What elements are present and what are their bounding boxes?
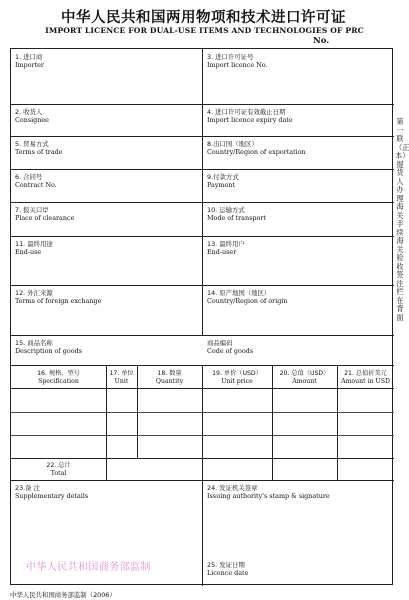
supplementary-details-field: 23.备 注 Supplementary details xyxy=(15,484,89,500)
row-divider xyxy=(11,136,394,137)
specification-header: 16. 规格、型号 Specification xyxy=(37,370,80,385)
center-divider-upper xyxy=(202,49,203,335)
total-label: 22. 总计 Total xyxy=(46,462,71,477)
copy-side-note: 第一联（正本）提货人办理海关手续 海关验收签注栏在背面 xyxy=(395,117,409,322)
licence-date-field: 25. 发证日期 Licence date xyxy=(207,561,249,577)
center-divider-lower xyxy=(202,480,203,586)
title-chinese: 中华人民共和国两用物项和技术进口许可证 xyxy=(61,10,346,26)
origin-country-field: 14. 原产地国（地区） Country/Region of origin xyxy=(207,289,288,305)
transport-mode-field: 10. 运输方式 Mode of transport xyxy=(207,206,266,222)
quantity-header: 18. 数量 Quantity xyxy=(155,370,184,385)
trade-terms-field: 5. 贸易方式 Terms of trade xyxy=(15,140,63,156)
title-english: IMPORT LICENCE FOR DUAL-USE ITEMS AND TECHNOLOGIES OF PRC xyxy=(45,26,364,35)
goods-code-field: 商品编码 Code of goods xyxy=(207,339,254,355)
watermark-text: 中华人民共和国商务部监制 xyxy=(26,562,151,573)
row-divider xyxy=(11,169,394,170)
export-country-field: 8.出口国（地区） Country/Region of exportation xyxy=(207,140,306,156)
licence-form xyxy=(10,48,393,585)
unit-header: 17. 单位 Unit xyxy=(109,370,134,385)
row-divider xyxy=(11,285,394,286)
amount-usd-header: 21. 总值折美元 Amount in USD xyxy=(341,370,390,385)
payment-field: 9.付款方式 Payment xyxy=(207,173,239,189)
licence-number-label: No. xyxy=(313,36,330,46)
clearance-place-field: 7. 报关口岸 Place of clearance xyxy=(15,206,75,222)
row-divider xyxy=(11,104,394,105)
goods-description-field: 15. 商品名称 Description of goods xyxy=(15,339,82,355)
row-divider xyxy=(11,202,394,203)
end-user-field: 13. 最终用户 End-user xyxy=(207,240,245,256)
consignee-field: 2. 收货人 Consignee xyxy=(15,108,49,124)
row-divider xyxy=(11,236,394,237)
importer-field: 1. 进口商 Importer xyxy=(15,53,44,69)
row-divider xyxy=(11,335,394,336)
expiry-date-field: 4. 进口许可证有效截止日期 Import licence expiry date xyxy=(207,108,293,124)
end-use-field: 11. 最终用途 End-use xyxy=(15,240,53,256)
issuing-authority-field: 24. 发证机关签章 Issuing authority's stamp & signature xyxy=(207,484,330,500)
licence-no-field: 3. 进口许可证号 Import licence No. xyxy=(207,53,268,69)
amount-header: 20. 总值（USD） Amount xyxy=(279,370,330,385)
unit-price-header: 19. 单价（USD） Unit price xyxy=(212,370,262,385)
footer-text: 中华人民共和国商务部监制（2006） xyxy=(10,591,116,599)
foreign-exchange-field: 12. 外汇来源 Terms of foreign exchange xyxy=(15,289,102,305)
contract-no-field: 6. 合同号 Contract No. xyxy=(15,173,57,189)
